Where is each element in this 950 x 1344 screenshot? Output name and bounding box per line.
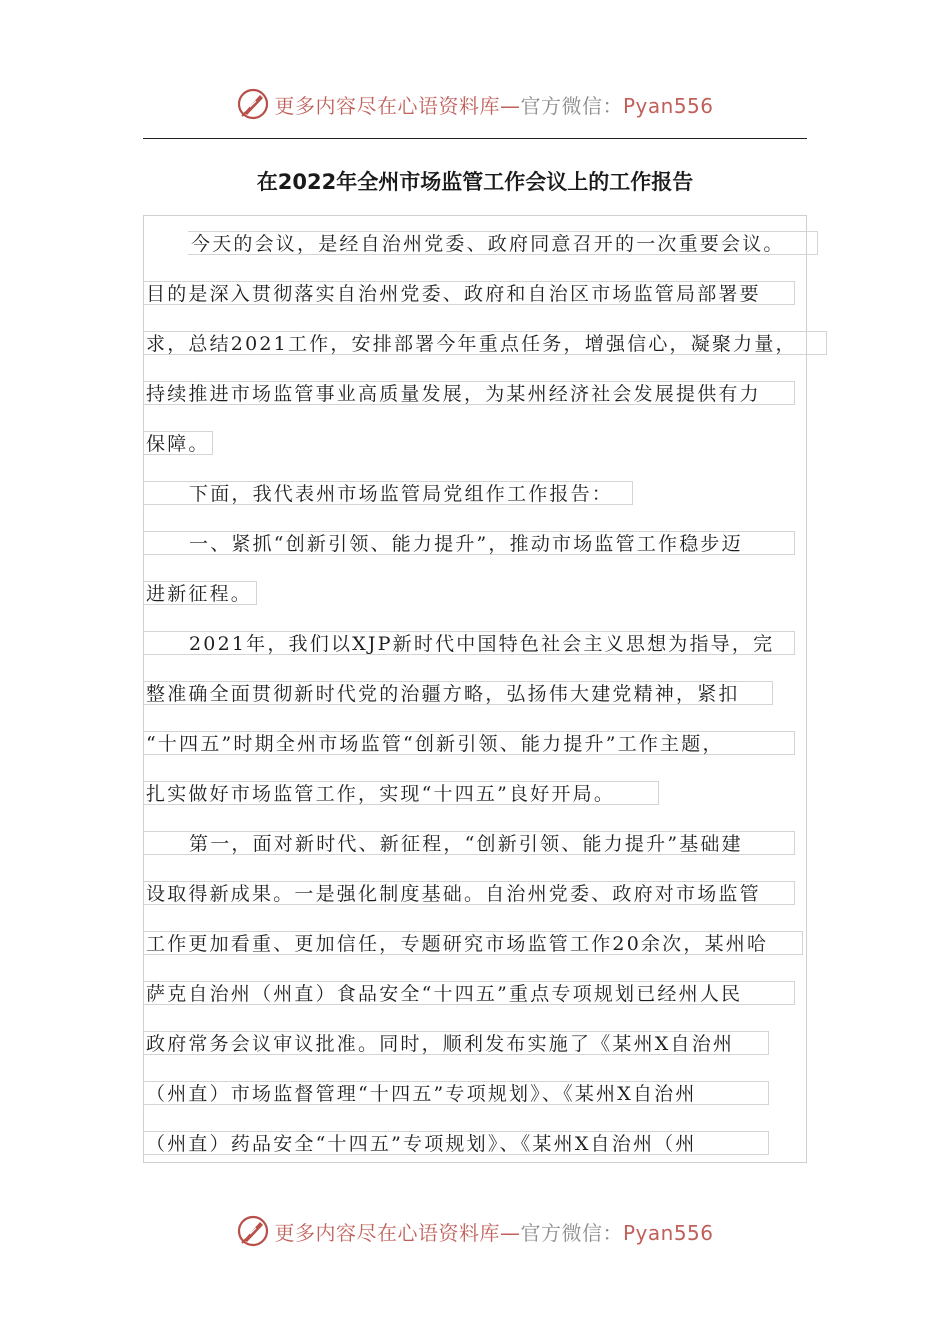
body-line: 扎实做好市场监管工作，实现“十四五”良好开局。	[143, 781, 659, 805]
body-line: “十四五”时期全州市场监管“创新引领、能力提升”工作主题，	[143, 731, 795, 755]
body-line: 一、紧抓“创新引领、能力提升”，推动市场监管工作稳步迈	[143, 531, 795, 555]
quill-pen-logo-icon	[236, 1214, 270, 1248]
body-line: 下面，我代表州市场监管局党组作工作报告：	[143, 481, 633, 505]
header-divider	[143, 138, 807, 139]
banner-wechat-label: 官方微信：	[520, 1220, 623, 1245]
body-line: 工作更加看重、更加信任，专题研究市场监管工作20余次，某州哈	[143, 931, 803, 955]
body-line: 萨克自治州（州直）食品安全“十四五”重点专项规划已经州人民	[143, 981, 795, 1005]
body-line: 2021年，我们以XJP新时代中国特色社会主义思想为指导，完	[143, 631, 795, 655]
body-line: （州直）药品安全“十四五”专项规划》、《某州X自治州（州	[143, 1131, 769, 1155]
banner-wechat-id: Pyan556	[622, 93, 714, 118]
body-line: 进新征程。	[143, 581, 257, 605]
body-line: 目的是深入贯彻落实自治州党委、政府和自治区市场监管局部署要	[143, 281, 795, 305]
body-line: 持续推进市场监管事业高质量发展，为某州经济社会发展提供有力	[143, 381, 795, 405]
body-line: 整准确全面贯彻新时代党的治疆方略，弘扬伟大建党精神，紧扣	[143, 681, 773, 705]
body-line: 政府常务会议审议批准。同时，顺利发布实施了《某州X自治州	[143, 1031, 769, 1055]
footer-banner	[0, 1211, 950, 1251]
body-line: 求，总结2021工作，安排部署今年重点任务，增强信心，凝聚力量，	[143, 331, 827, 355]
banner-text	[274, 90, 713, 119]
banner-wechat-label: 官方微信：	[520, 93, 623, 118]
body-line: （州直）市场监督管理“十四五”专项规划》、《某州X自治州	[143, 1081, 769, 1105]
banner-main-text: 更多内容尽在心语资料库—	[274, 93, 521, 118]
body-line: 今天的会议，是经自治州党委、政府同意召开的一次重要会议。	[188, 231, 818, 255]
body-line: 第一，面对新时代、新征程，“创新引领、能力提升”基础建	[143, 831, 795, 855]
body-line: 设取得新成果。一是强化制度基础。自治州党委、政府对市场监管	[143, 881, 795, 905]
header-banner	[0, 84, 950, 124]
banner-text	[274, 1217, 713, 1246]
document-title: 在2022年全州市场监管工作会议上的工作报告	[256, 170, 694, 194]
quill-pen-logo-icon	[236, 87, 270, 121]
body-line: 保障。	[143, 431, 213, 455]
banner-wechat-id: Pyan556	[622, 1220, 714, 1245]
banner-main-text: 更多内容尽在心语资料库—	[274, 1220, 521, 1245]
